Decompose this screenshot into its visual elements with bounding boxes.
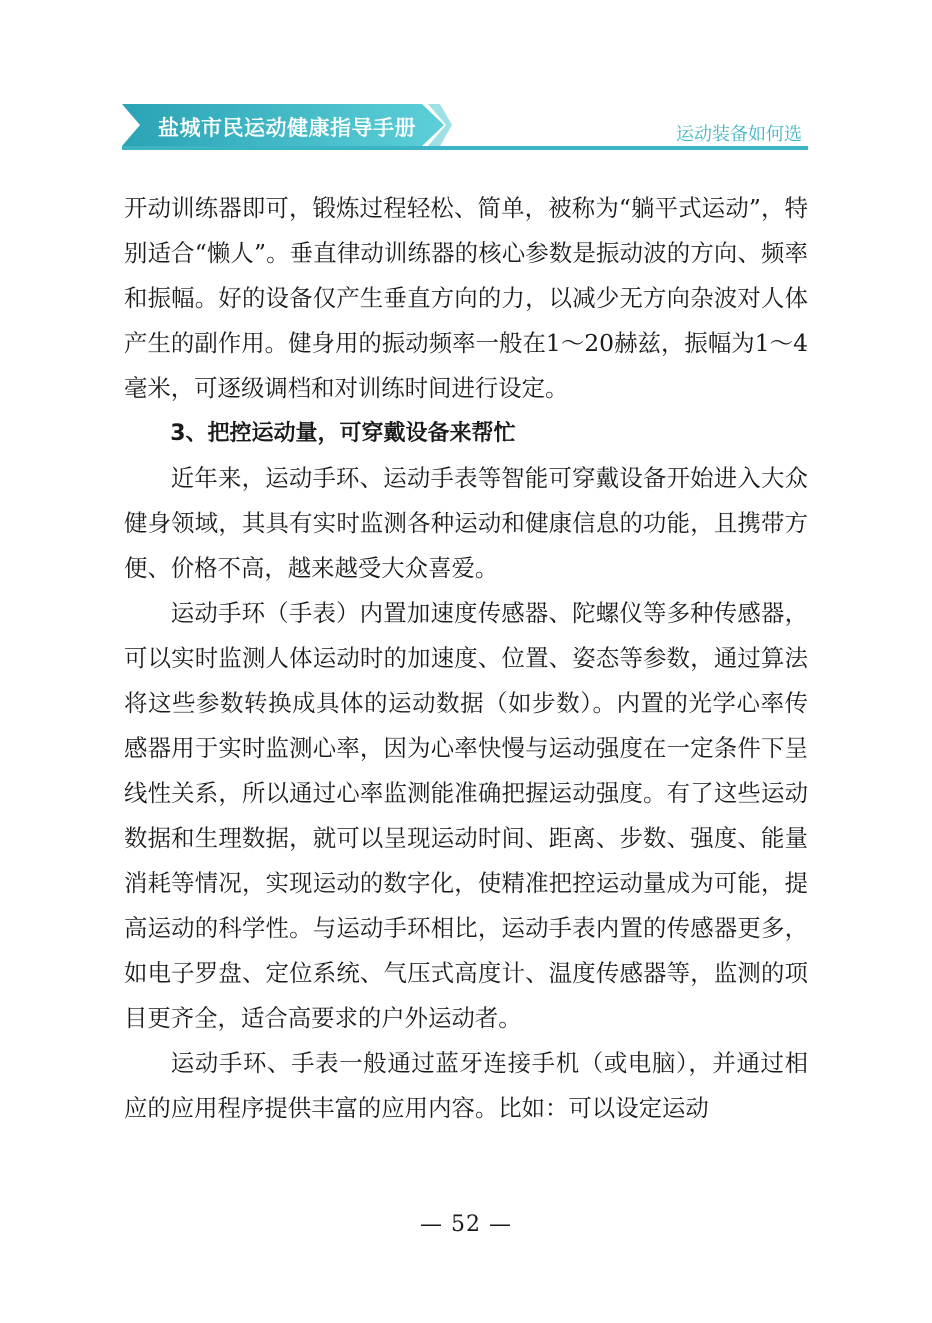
handbook-title: 盐城市民运动健康指导手册 <box>158 116 416 140</box>
header-divider <box>122 146 808 150</box>
header-banner <box>122 104 452 148</box>
body-paragraph: 运动手环、手表一般通过蓝牙连接手机（或电脑），并通过相应的应用程序提供丰富的应用内容。比如：可以设定运动 <box>124 1049 808 1122</box>
body-paragraph: 运动手环（手表）内置加速度传感器、陀螺仪等多种传感器，可以实时监测人体运动时的加速度、位置、姿态等参数，通过算法将这些参数转换成具体的运动数据（如步数）。内置的光学心率传感器用于实时监测心率，因为心率快慢与运动强度在一定条件下呈线性关系，所以通过心率监测能准确把握运动强度。有了这些运动数据和生理数据，就可以呈现运动时间、距离、步数、强度、能量消耗等情况，实现运动的数字化，使精准把控运动量成为可能，提高运动的科学性。与运动手环相比，运动手表内置的传感器更多，如电子罗盘、定位系统、气压式高度计、温度传感器等，监测的项目更齐全，适合高要求的户外运动者。 <box>124 599 808 1032</box>
page-body <box>124 186 808 1131</box>
section-title: 运动装备如何选 <box>676 124 802 145</box>
page-header <box>122 104 808 152</box>
body-paragraph: 近年来，运动手环、运动手表等智能可穿戴设备开始进入大众健身领域，其具有实时监测各种运动和健康信息的功能，且携带方便、价格不高，越来越受大众喜爱。 <box>124 464 808 582</box>
section-heading: 3、把控运动量，可穿戴设备来帮忙 <box>170 421 516 446</box>
page-number: — 52 — <box>420 1212 512 1237</box>
continued-paragraph: 开动训练器即可，锻炼过程轻松、简单，被称为“躺平式运动”，特别适合“懒人”。垂直律动训练器的核心参数是振动波的方向、频率和振幅。好的设备仅产生垂直方向的力，以减少无方向杂波对人体产生的副作用。健身用的振动频率一般在1～20赫兹，振幅为1～4毫米，可逐级调档和对训练时间进行设定。 <box>124 194 808 402</box>
